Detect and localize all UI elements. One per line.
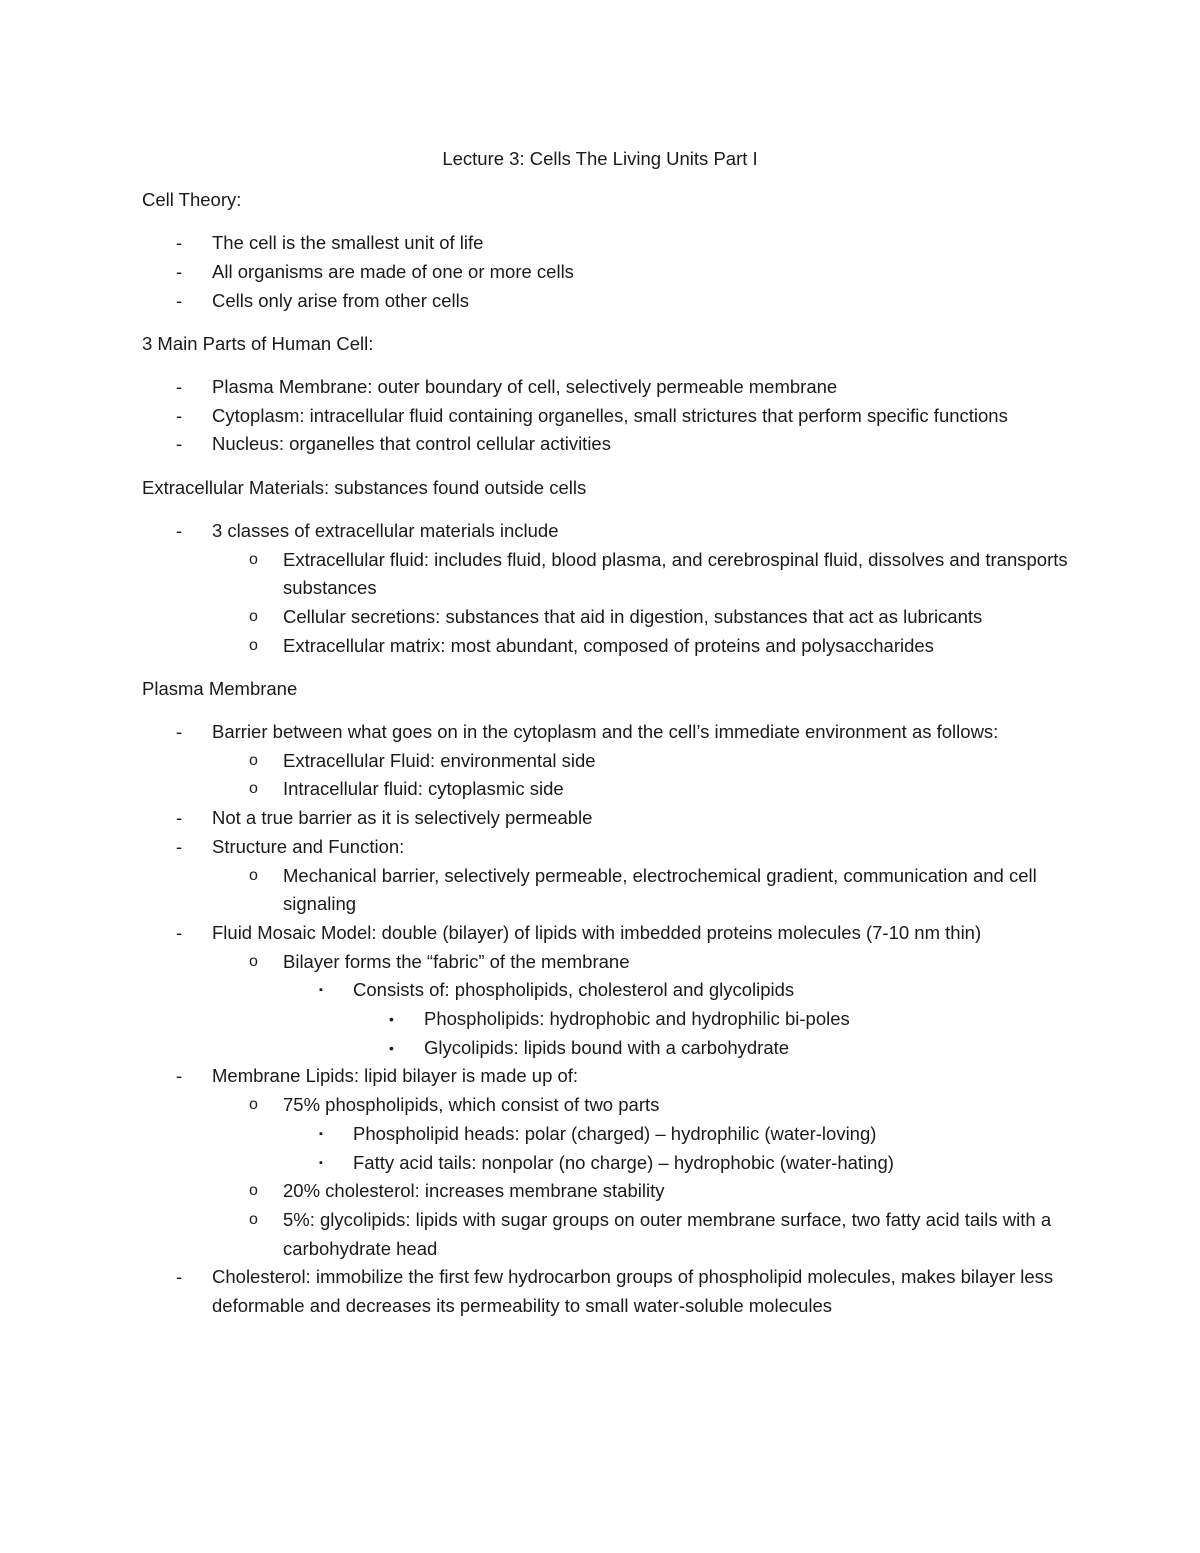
list-item-text: Mechanical barrier, selectively permeable, electrochemical gradient, communication and cell signaling (283, 864, 1037, 915)
sub-sub-sub-list-item (142, 1034, 1082, 1063)
list-item-text: Nucleus: organelles that control cellular activities (212, 433, 611, 455)
list-item-text: Bilayer forms the “fabric” of the membrane (283, 950, 630, 972)
list-item-text: Phospholipids: hydrophobic and hydrophilic bi-poles (424, 1008, 850, 1030)
list-item (142, 1062, 1082, 1091)
document-body (142, 186, 1082, 1321)
list-item-text: Fatty acid tails: nonpolar (no charge) – hydrophobic (water-hating) (353, 1151, 894, 1173)
list-item-text: Cells only arise from other cells (212, 289, 470, 311)
list-item (142, 258, 1082, 287)
section-heading-main-parts: 3 Main Parts of Human Cell: (142, 332, 374, 354)
list-item-text: Structure and Function: (212, 835, 405, 857)
sub-sub-list-item (142, 976, 1082, 1005)
sub-list-item (142, 862, 1082, 919)
section-heading-cell-theory: Cell Theory: (142, 189, 242, 210)
dash-marker: - (176, 404, 183, 426)
circle-marker: o (249, 1182, 258, 1200)
circle-marker: o (249, 1211, 258, 1228)
dash-marker: - (176, 807, 183, 829)
sub-list-item (142, 632, 1082, 661)
page-title: Lecture 3: Cells The Living Units Part I (442, 148, 758, 169)
list-item-text: All organisms are made of one or more cells (212, 260, 574, 282)
list-item (142, 229, 1082, 258)
sub-list-item (142, 775, 1082, 804)
dash-marker: - (176, 721, 183, 743)
dash-marker: - (176, 260, 183, 282)
list-item-text: Cholesterol: immobilize the first few hydrocarbon groups of phospholipid molecules, makes bilayer less deformable and decreases its permeability to small water-soluble molecules (212, 1266, 1054, 1317)
dash-marker: - (176, 835, 183, 857)
sub-list-item (142, 948, 1082, 977)
sub-list-item (142, 747, 1082, 776)
sub-list-item (142, 1206, 1082, 1263)
list-item-text: Consists of: phospholipids, cholesterol and glycolipids (353, 979, 795, 1001)
list-item-text: Cytoplasm: intracellular fluid containing organelles, small strictures that perform specific functions (212, 404, 1008, 426)
list-item-text: Not a true barrier as it is selectively permeable (212, 807, 593, 829)
section-heading-plasma-membrane: Plasma Membrane (142, 677, 298, 699)
list-item-text: Plasma Membrane: outer boundary of cell, selectively permeable membrane (212, 376, 838, 398)
list-item (142, 804, 1082, 833)
list-item-text: Glycolipids: lipids bound with a carbohydrate (424, 1036, 790, 1058)
list-item-text: 20% cholesterol: increases membrane stability (283, 1180, 665, 1202)
list-item-text: The cell is the smallest unit of life (212, 232, 484, 254)
dash-marker: - (176, 1266, 183, 1288)
circle-marker: o (249, 1096, 258, 1114)
dash-marker: - (176, 232, 183, 254)
list-item-text: 75% phospholipids, which consist of two parts (283, 1094, 660, 1116)
list-item (142, 287, 1082, 316)
list-item-text: Extracellular matrix: most abundant, composed of proteins and polysaccharides (283, 634, 934, 656)
list-item (142, 833, 1082, 862)
list-item-text: Barrier between what goes on in the cytoplasm and the cell’s immediate environment as follows: (212, 721, 999, 743)
sub-list-item (142, 546, 1082, 603)
dot-bullet-marker: • (389, 1011, 394, 1028)
list-item-text: Fluid Mosaic Model: double (bilayer) of lipids with imbedded proteins molecules (7-10 nm thin) (212, 921, 982, 943)
list-item-text: Phospholipid heads: polar (charged) – hydrophilic (water-loving) (353, 1122, 877, 1144)
circle-marker: o (249, 780, 258, 798)
circle-marker: o (249, 607, 258, 625)
dash-marker: - (176, 921, 183, 943)
list-item-text: 3 classes of extracellular materials include (212, 519, 559, 541)
dash-marker: - (176, 376, 183, 398)
square-bullet-marker: ▪ (319, 984, 323, 997)
list-item-text: 5%: glycolipids: lipids with sugar groups on outer membrane surface, two fatty acid tails with a carbohydrate head (283, 1209, 1052, 1259)
sub-sub-sub-list-item (142, 1005, 1082, 1034)
circle-marker: o (249, 952, 258, 970)
circle-marker: o (249, 866, 258, 884)
list-item-text: Extracellular Fluid: environmental side (283, 749, 596, 771)
list-item (142, 430, 1082, 459)
list-item-text: Cellular secretions: substances that aid in digestion, substances that act as lubricants (283, 605, 983, 627)
dash-marker: - (176, 433, 183, 455)
sub-sub-list-item (142, 1149, 1082, 1178)
dot-bullet-marker: • (389, 1039, 394, 1056)
list-item (142, 517, 1082, 546)
list-item (142, 1263, 1082, 1320)
sub-sub-list-item (142, 1120, 1082, 1149)
sub-list-item (142, 1177, 1082, 1206)
list-item-text: Extracellular fluid: includes fluid, blood plasma, and cerebrospinal fluid, dissolves and transports substances (283, 548, 1068, 599)
list-item (142, 373, 1082, 402)
square-bullet-marker: ▪ (319, 1156, 323, 1169)
circle-marker: o (249, 550, 258, 568)
list-item-text: Intracellular fluid: cytoplasmic side (283, 778, 564, 800)
dash-marker: - (176, 289, 183, 311)
sub-list-item (142, 1091, 1082, 1120)
square-bullet-marker: ▪ (319, 1127, 323, 1140)
circle-marker: o (249, 636, 258, 654)
list-item (142, 718, 1082, 747)
dash-marker: - (176, 1065, 183, 1087)
section-heading-extracellular: Extracellular Materials: substances found outside cells (142, 476, 587, 498)
list-item (142, 919, 1082, 948)
list-item-text: Membrane Lipids: lipid bilayer is made up of: (212, 1065, 579, 1087)
dash-marker: - (176, 519, 183, 541)
sub-list-item (142, 603, 1082, 632)
list-item (142, 402, 1082, 431)
circle-marker: o (249, 751, 258, 769)
